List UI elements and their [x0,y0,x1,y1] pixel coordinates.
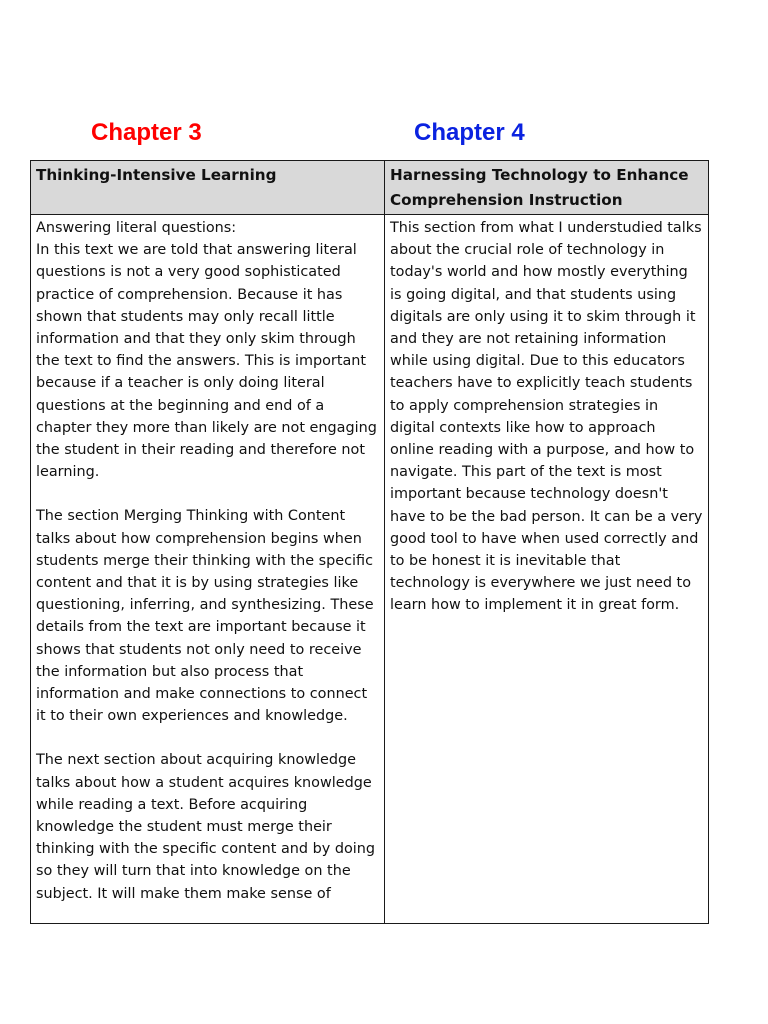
right-paragraph-technology: This section from what I understudied talks about the crucial role of technology in today's world and how mostly everything is going digital, and that students using digitals are only using it to skim through it and they are not retaining information while using digital. Due to this educators teachers have to explicitly teach students to apply comprehension strategies in digital contexts like how to approach online reading with a purpose, and how to navigate. This part of the text is most important because technology doesn't have to be the bad person. It can be a very good tool to have when used correctly and to be honest it is inevitable that technology is everywhere we just need to learn how to implement it in great form. [390,220,703,614]
left-paragraph-merging-thinking: The section Merging Thinking with Content talks about how comprehension begins when students merge their thinking with the specific content and that it is by using strategies like questioning, inferring, and synthesizing. These details from the text are important because it shows that students not only need to receive the information but also process that information and make connections to connect it to their own experiences and knowledge. [36,508,374,725]
left-column-cell [31,215,385,924]
table-header-row [31,161,709,215]
right-column-header: Harnessing Technology to Enhance Comprehension Instruction [385,161,709,215]
notes-table [30,160,709,924]
chapter-3-heading: Chapter 3 [91,119,202,146]
right-column-cell [385,215,709,924]
left-paragraph-literal-questions: Answering literal questions: In this text we are told that answering literal questions is not a very good sophisticated practice of comprehension. Because it has shown that students may only recall little information and that they only skim through the text to find the answers. This is important because if a teacher is only doing literal questions at the beginning and end of a chapter they more than likely are not engaging the student in their reading and therefore not learning. [36,220,377,481]
left-column-header: Thinking-Intensive Learning [31,161,385,215]
table-body-row [31,215,709,924]
left-paragraph-acquiring-knowledge: The next section about acquiring knowledge talks about how a student acquires knowledge while reading a text. Before acquiring knowledge the student must merge their thinking with the specific content and by doing so they will turn that into knowledge on the subject. It will make them make sense of [36,752,376,902]
chapter-4-heading: Chapter 4 [414,119,525,146]
